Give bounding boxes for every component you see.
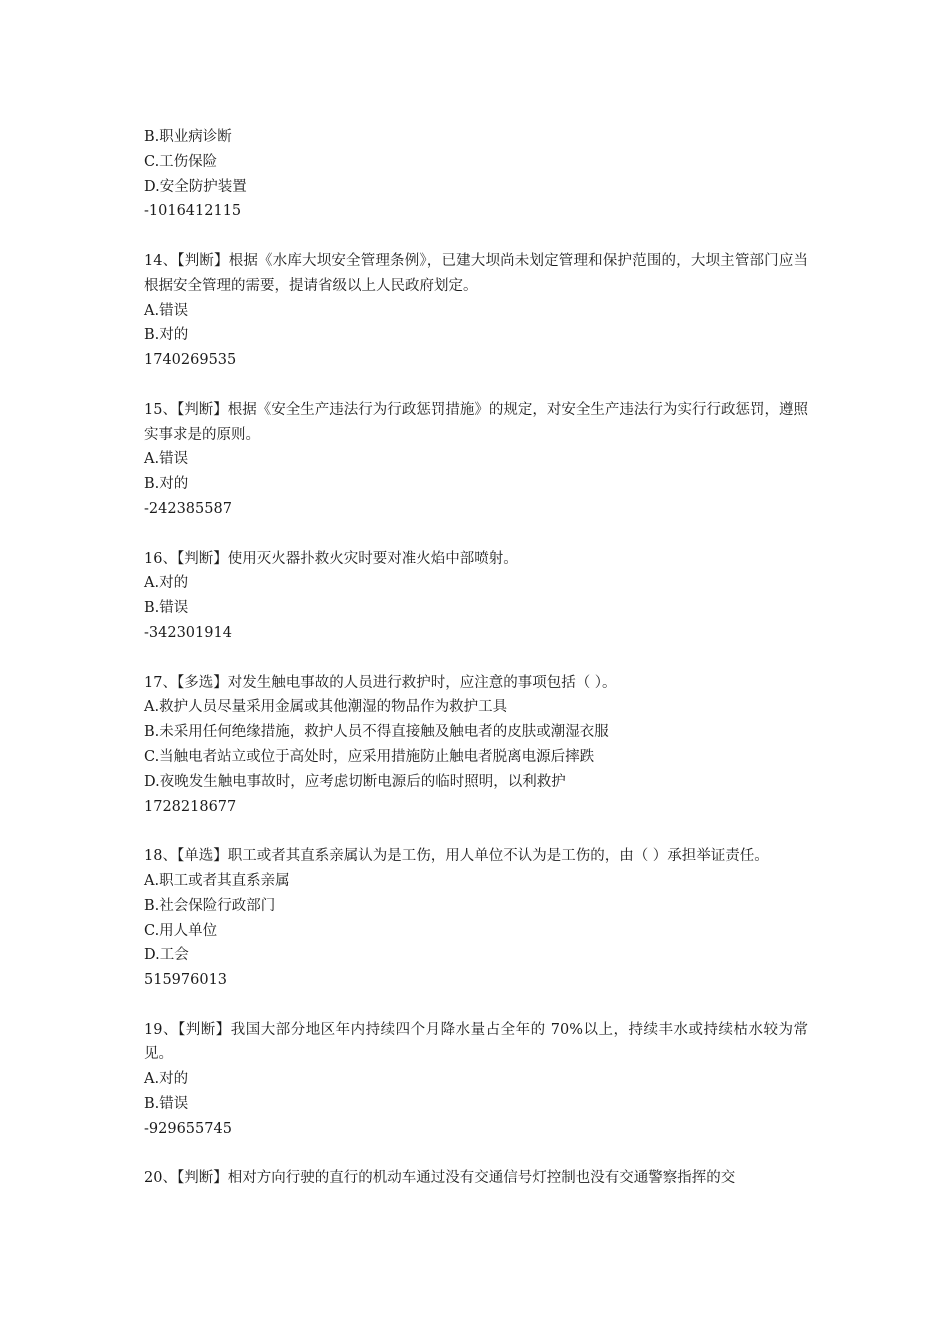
option-a: A.错误 (144, 302, 189, 319)
option-a: A.对的 (144, 575, 189, 592)
option-a: A.救护人员尽量采用金属或其他潮湿的物品作为救护工具 (144, 699, 508, 716)
option-a: A.对的 (144, 1071, 189, 1088)
question-16 (144, 547, 808, 646)
question-code: -242385587 (144, 500, 232, 517)
question-code: 1728218677 (144, 798, 237, 815)
question-code: -342301914 (144, 624, 232, 641)
question-text: 15、【判断】根据《安全生产违法行为行政惩罚措施》的规定，对安全生产违法行为实行行政惩罚，遵照实事求是的原则。 (144, 401, 808, 443)
option-b: B.未采用任何绝缘措施，救护人员不得直接触及触电者的皮肤或潮湿衣服 (144, 724, 609, 741)
document-page (144, 125, 808, 1191)
option-a: A.错误 (144, 451, 189, 468)
option-b: B.错误 (144, 600, 189, 617)
option-c: C.工伤保险 (144, 153, 218, 170)
option-c: C.当触电者站立或位于高处时，应采用措施防止触电者脱离电源后摔跌 (144, 748, 595, 765)
question-20 (144, 1166, 808, 1191)
question-code: 515976013 (144, 972, 228, 989)
option-d: D.夜晚发生触电事故时，应考虑切断电源后的临时照明，以利救护 (144, 773, 566, 790)
question-text: 19、【判断】我国大部分地区年内持续四个月降水量占全年的 70%以上，持续丰水或持续枯水较为常见。 (144, 1021, 808, 1063)
question-13-tail (144, 125, 808, 224)
option-d: D.工会 (144, 947, 189, 964)
option-b: B.错误 (144, 1096, 189, 1113)
option-a: A.职工或者其直系亲属 (144, 872, 290, 889)
question-text: 18、【单选】职工或者其直系亲属认为是工伤，用人单位不认为是工伤的，由（ ）承担举证责任。 (144, 848, 769, 865)
question-text: 17、【多选】对发生触电事故的人员进行救护时，应注意的事项包括（ ）。 (144, 674, 617, 691)
option-b: B.对的 (144, 327, 189, 344)
question-18 (144, 844, 808, 993)
option-b: B.社会保险行政部门 (144, 897, 276, 914)
question-text: 14、【判断】根据《水库大坝安全管理条例》，已建大坝尚未划定管理和保护范围的，大坝主管部门应当根据安全管理的需要，提请省级以上人民政府划定。 (144, 252, 808, 294)
question-code: -929655745 (144, 1120, 232, 1137)
option-b: B.职业病诊断 (144, 129, 232, 145)
option-b: B.对的 (144, 476, 189, 493)
question-text: 16、【判断】使用灭火器扑救火灾时要对准火焰中部喷射。 (144, 550, 518, 567)
question-code: 1740269535 (144, 352, 237, 369)
question-15 (144, 398, 808, 522)
option-d: D.安全防护装置 (144, 178, 247, 195)
question-17 (144, 671, 808, 820)
question-14 (144, 249, 808, 373)
question-code: -1016412115 (144, 203, 242, 220)
question-19 (144, 1018, 808, 1142)
option-c: C.用人单位 (144, 922, 218, 939)
question-text: 20、【判断】相对方向行驶的直行的机动车通过没有交通信号灯控制也没有交通警察指挥的交 (144, 1170, 736, 1187)
